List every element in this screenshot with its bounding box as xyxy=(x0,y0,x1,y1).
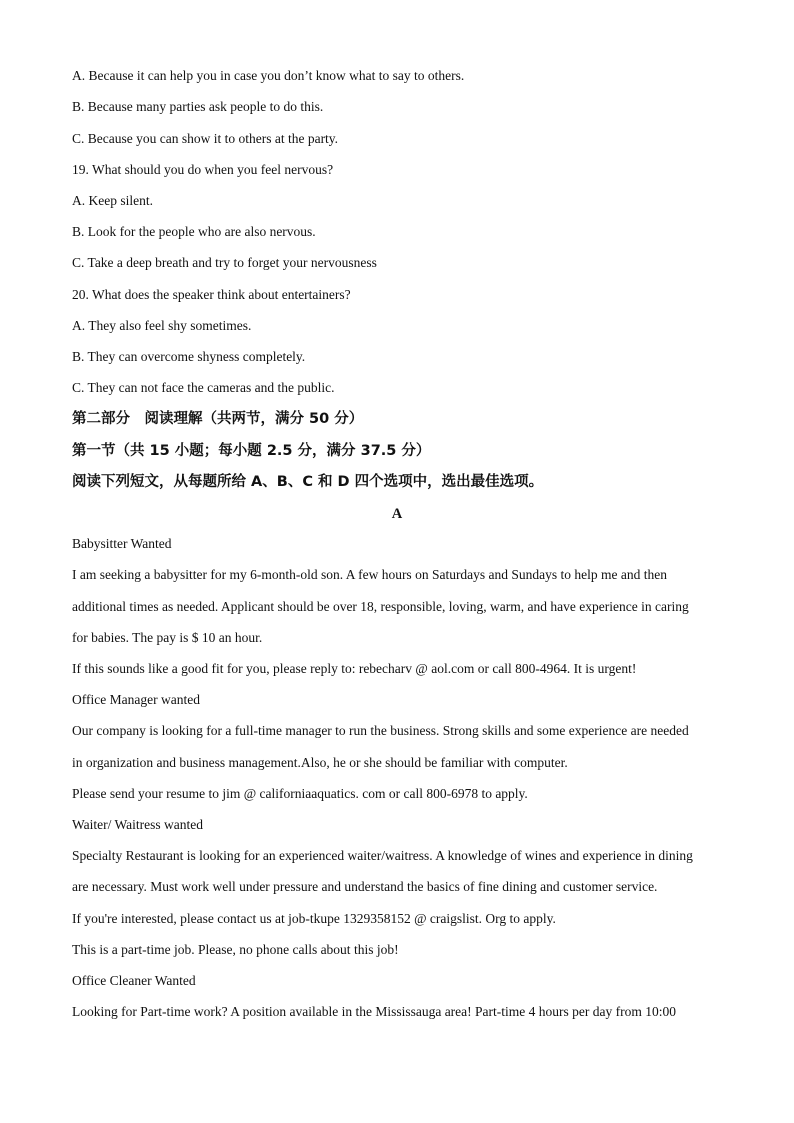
ad-text-line: additional times as needed. Applicant should be over 18, responsible, loving, warm, and have experience in caring xyxy=(72,599,689,614)
ad-text-line: Please send your resume to jim @ californiaaquatics. com or call 800-6978 to apply. xyxy=(72,786,528,801)
option-20-b: B. They can overcome shyness completely. xyxy=(72,349,306,364)
option-19-b: B. Look for the people who are also nervous. xyxy=(72,224,316,239)
section-title: 第一节（共 15 小题；每小题 2.5 分，满分 37.5 分） xyxy=(72,443,431,459)
ad-title-babysitter: Babysitter Wanted xyxy=(72,536,172,551)
option-20-c: C. They can not face the cameras and the public. xyxy=(72,380,335,395)
question-20: 20. What does the speaker think about entertainers? xyxy=(72,287,351,302)
ad-text-line: Specialty Restaurant is looking for an experienced waiter/waitress. A knowledge of wines and experience in dining xyxy=(72,848,693,863)
option-18-a: A. Because it can help you in case you don’t know what to say to others. xyxy=(72,68,465,83)
ad-text-line: If this sounds like a good fit for you, please reply to: rebecharv @ aol.com or call 800-4964. It is urgent! xyxy=(72,661,637,676)
ad-text-line: are necessary. Must work well under pressure and understand the basics of fine dining and customer service. xyxy=(72,879,658,894)
question-19: 19. What should you do when you feel nervous? xyxy=(72,162,334,177)
option-20-a: A. They also feel shy sometimes. xyxy=(72,318,252,333)
option-19-a: A. Keep silent. xyxy=(72,193,153,208)
ad-text-line: This is a part-time job. Please, no phone calls about this job! xyxy=(72,942,399,957)
option-18-b: B. Because many parties ask people to do this. xyxy=(72,99,324,114)
ad-text-line: Looking for Part-time work? A position available in the Mississauga area! Part-time 4 hours per day from 10:00 xyxy=(72,1004,676,1019)
ad-text-line: If you're interested, please contact us at job-tkupe 1329358152 @ craigslist. Org to apply. xyxy=(72,911,556,926)
ad-title-office-manager: Office Manager wanted xyxy=(72,692,200,707)
ad-text-line: Our company is looking for a full-time manager to run the business. Strong skills and some experience are needed xyxy=(72,723,689,738)
ad-title-cleaner: Office Cleaner Wanted xyxy=(72,973,196,988)
ad-title-waiter: Waiter/ Waitress wanted xyxy=(72,817,204,832)
passage-label: A xyxy=(391,506,403,522)
ad-text-line: in organization and business management.Also, he or she should be familiar with computer. xyxy=(72,755,568,770)
ad-text-line: I am seeking a babysitter for my 6-month-old son. A few hours on Saturdays and Sundays to help me and then xyxy=(72,567,668,582)
ad-text-line: for babies. The pay is $ 10 an hour. xyxy=(72,630,263,645)
option-18-c: C. Because you can show it to others at the party. xyxy=(72,131,339,146)
instruction: 阅读下列短文，从每题所给 A、B、C 和 D 四个选项中，选出最佳选项。 xyxy=(72,474,544,490)
option-19-c: C. Take a deep breath and try to forget your nervousness xyxy=(72,255,377,270)
part-title: 第二部分 阅读理解（共两节，满分 50 分） xyxy=(72,411,364,427)
